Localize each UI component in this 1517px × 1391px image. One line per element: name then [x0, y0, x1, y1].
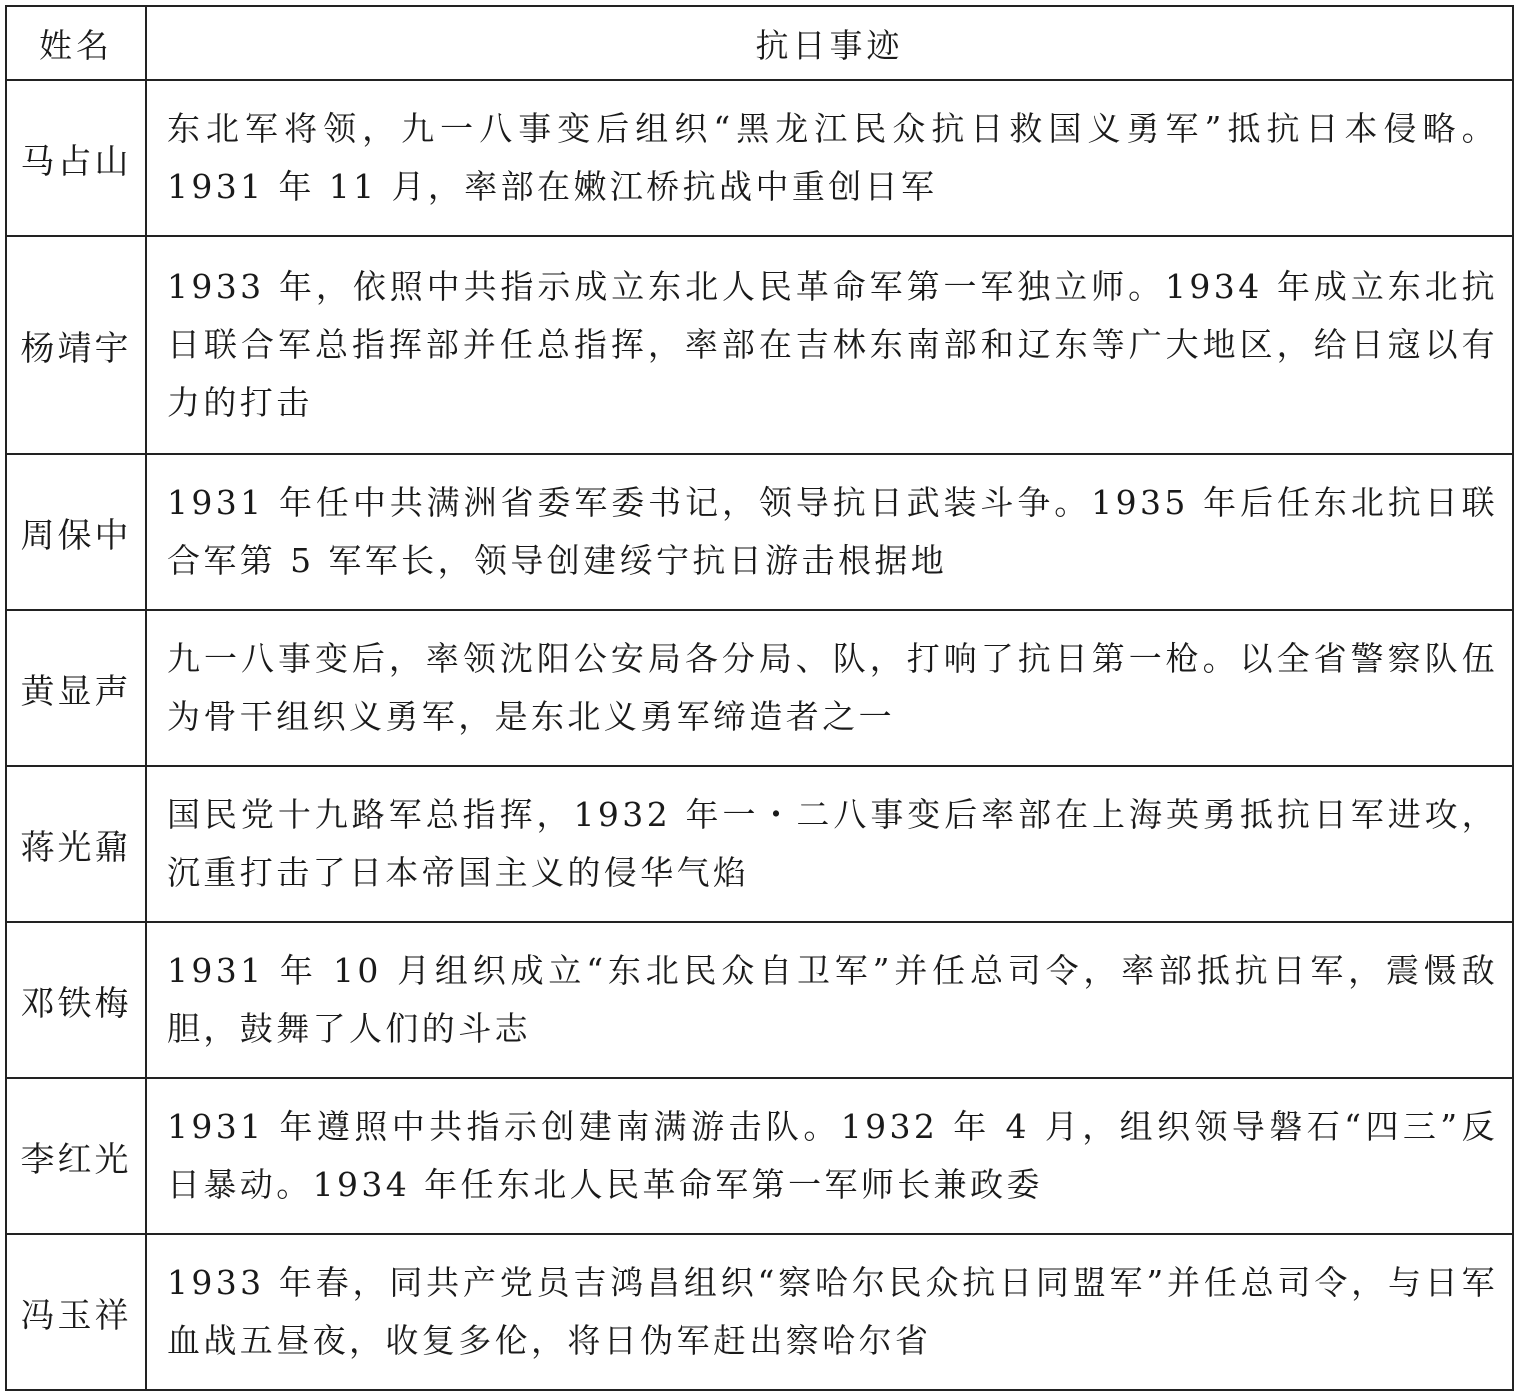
person-deeds: 1933 年春，同共产党员吉鸿昌组织“察哈尔民众抗日同盟军”并任总司令，与日军血战五昼夜，收复多伦，将日伪军赶出察哈尔省 — [146, 1234, 1513, 1390]
person-name: 李红光 — [6, 1078, 146, 1234]
person-name: 蒋光鼐 — [6, 766, 146, 922]
table-row — [6, 922, 1513, 1078]
person-deeds: 东北军将领，九一八事变后组织“黑龙江民众抗日救国义勇军”抵抗日本侵略。1931 年 11 月，率部在嫩江桥抗战中重创日军 — [146, 80, 1513, 236]
person-deeds: 1933 年，依照中共指示成立东北人民革命军第一军独立师。1934 年成立东北抗日联合军总指挥部并任总指挥，率部在吉林东南部和辽东等广大地区，给日寇以有力的打击 — [146, 236, 1513, 454]
table-row — [6, 236, 1513, 454]
person-name: 杨靖宇 — [6, 236, 146, 454]
table-row — [6, 1234, 1513, 1390]
person-name: 周保中 — [6, 454, 146, 610]
person-name: 邓铁梅 — [6, 922, 146, 1078]
table-row — [6, 766, 1513, 922]
person-deeds: 1931 年 10 月组织成立“东北民众自卫军”并任总司令，率部抵抗日军，震慑敌胆，鼓舞了人们的斗志 — [146, 922, 1513, 1078]
person-deeds: 1931 年任中共满洲省委军委书记，领导抗日武装斗争。1935 年后任东北抗日联合军第 5 军军长，领导创建绥宁抗日游击根据地 — [146, 454, 1513, 610]
table-header-row — [6, 6, 1513, 80]
header-name: 姓名 — [6, 6, 146, 80]
anti-japanese-deeds-table — [5, 5, 1514, 1391]
table-row — [6, 1078, 1513, 1234]
person-deeds: 国民党十九路军总指挥，1932 年一・二八事变后率部在上海英勇抵抗日军进攻，沉重打击了日本帝国主义的侵华气焰 — [146, 766, 1513, 922]
table-row — [6, 80, 1513, 236]
table-row — [6, 610, 1513, 766]
person-deeds: 1931 年遵照中共指示创建南满游击队。1932 年 4 月，组织领导磐石“四三”反日暴动。1934 年任东北人民革命军第一军师长兼政委 — [146, 1078, 1513, 1234]
person-name: 马占山 — [6, 80, 146, 236]
person-name: 黄显声 — [6, 610, 146, 766]
document-sheet — [5, 5, 1512, 1360]
table-row — [6, 454, 1513, 610]
person-deeds: 九一八事变后，率领沈阳公安局各分局、队，打响了抗日第一枪。以全省警察队伍为骨干组织义勇军，是东北义勇军缔造者之一 — [146, 610, 1513, 766]
person-name: 冯玉祥 — [6, 1234, 146, 1390]
header-deeds: 抗日事迹 — [146, 6, 1513, 80]
